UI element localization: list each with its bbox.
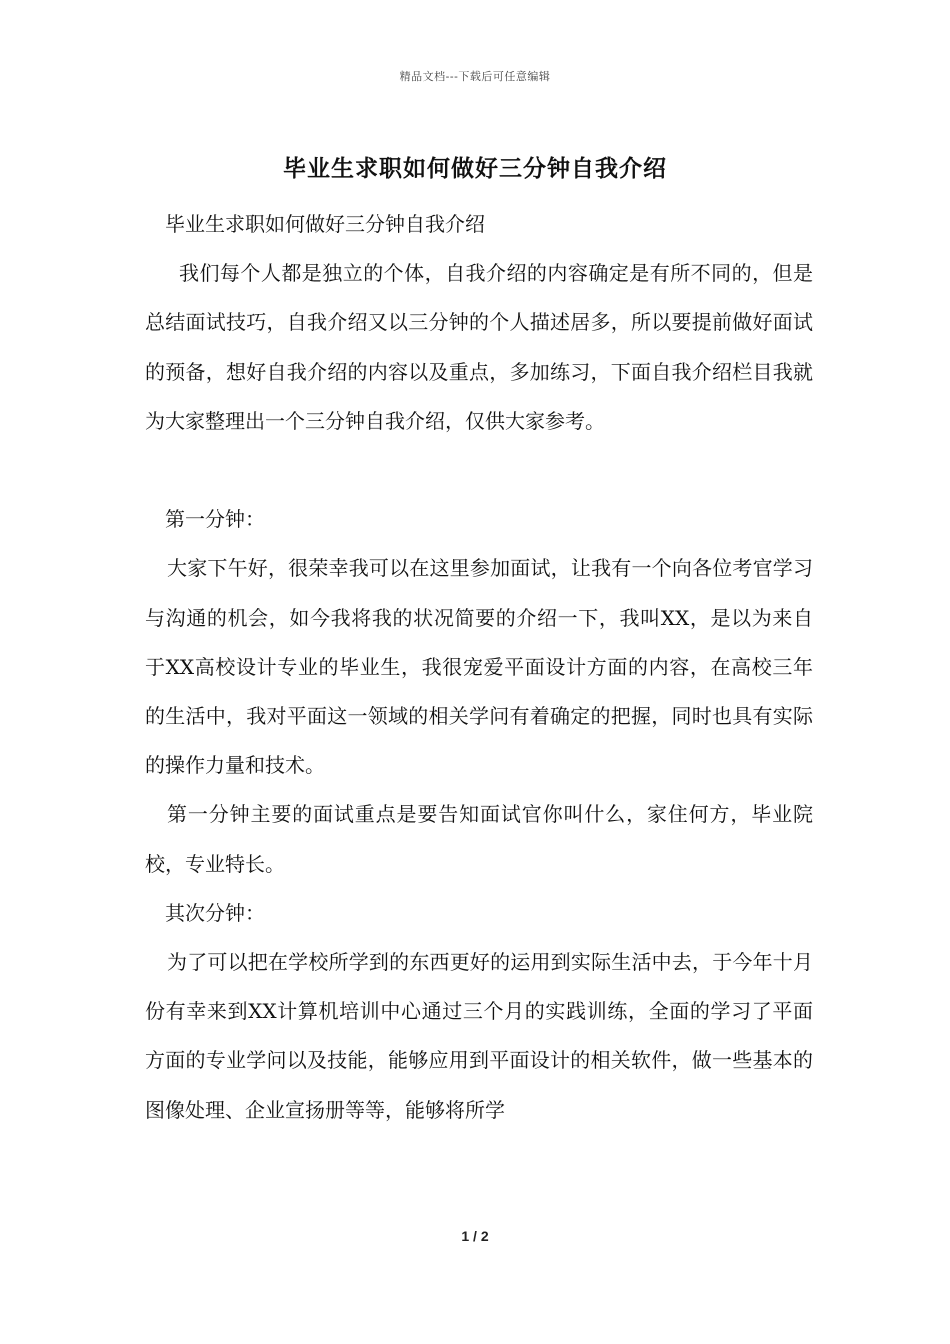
section-note-first-minute: 第一分钟主要的面试重点是要告知面试官你叫什么，家住何方，毕业院校，专业特长。 — [145, 802, 813, 876]
section-paragraph-second-minute: 为了可以把在学校所学到的东西更好的运用到实际生活中去，于今年十月份有幸来到XX计算机培训中心通过三个月的实践训练，全面的学习了平面方面的专业学问以及技能，能够应用到平面设计的相关软件，做一些基本的图像处理、企业宣扬册等等，能够将所学 — [145, 950, 813, 1122]
page-number: 1 / 2 — [461, 1228, 489, 1244]
document-body — [145, 200, 813, 1135]
section-heading-first-minute: 第一分钟： — [165, 507, 265, 532]
document-subtitle: 毕业生求职如何做好三分钟自我介绍 — [165, 212, 485, 236]
document-title: 毕业生求职如何做好三分钟自我介绍 — [283, 155, 667, 182]
section-paragraph-first-minute: 大家下午好，很荣幸我可以在这里参加面试，让我有一个向各位考官学习与沟通的机会，如今我将我的状况简要的介绍一下，我叫XX，是以为来自于XX高校设计专业的毕业生，我很宠爱平面设计方面的内容，在高校三年的生活中，我对平面这一领域的相关学问有着确定的把握，同时也具有实际的操作力量和技术。 — [145, 556, 813, 778]
section-heading-second-minute: 其次分钟： — [165, 900, 265, 925]
page-header-note: 精品文档---下载后可任意编辑 — [399, 70, 551, 83]
intro-paragraph: 我们每个人都是独立的个体，自我介绍的内容确定是有所不同的，但是总结面试技巧，自我介绍又以三分钟的个人描述居多，所以要提前做好面试的预备，想好自我介绍的内容以及重点，多加练习，下面自我介绍栏目我就为大家整理出一个三分钟自我介绍，仅供大家参考。 — [145, 261, 813, 433]
paragraph-spacer — [145, 446, 813, 495]
